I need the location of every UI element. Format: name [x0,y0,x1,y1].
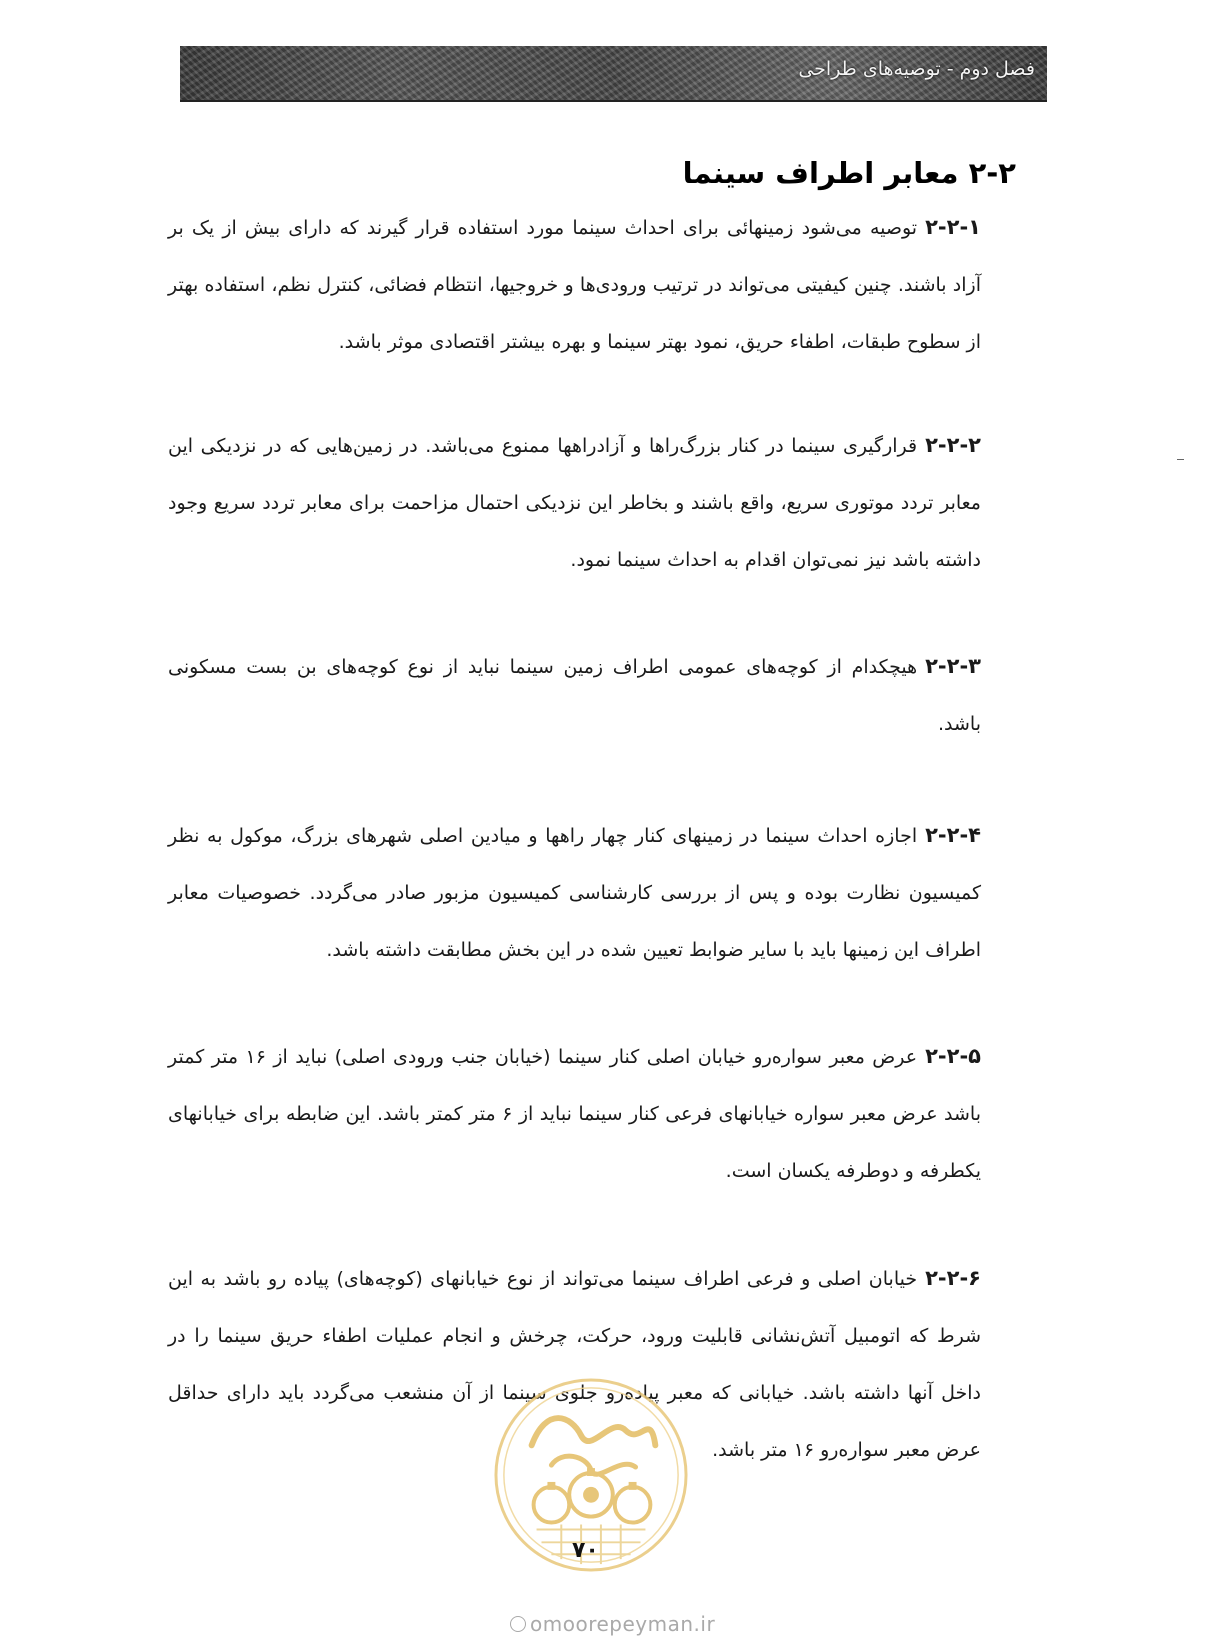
chapter-title: فصل دوم - توصیه‌های طراحی [798,58,1035,80]
chapter-header-band [180,46,1047,102]
paragraph-text: عرض معبر سواره‌رو خیابان اصلی کنار سینما (خیابان جنب ورودی اصلی) نباید از ۱۶ متر کمتر باشد عرض معبر سواره خیابانهای فرعی کنار سینما نباید از ۶ متر کمتر باشد. این ضابطه برای خیابانهای یکطرفه و دوطرفه یکسان است. [168,1046,981,1182]
paragraph-text: اجازه احداث سینما در زمینهای کنار چهار راهها و میادین اصلی شهرهای بزرگ، موکول به نظر کمیسیون نظارت بوده و پس از بررسی کارشناسی کمیسیون مزبور صادر می‌گردد. خصوصیات معابر اطراف این زمینها باید با سایر ضوابط تعیین شده در این بخش مطابقت داشته باشد. [168,825,981,961]
paragraph-number: ۲-۲-۶ [925,1266,981,1290]
watermark-url-text: omoorepeyman.ir [530,1612,716,1636]
watermark-url [510,1612,715,1636]
page-number: ۷۰ [572,1538,599,1563]
margin-mark [1177,459,1184,460]
paragraph-2-2-5 [168,1028,981,1200]
paragraph-number: ۲-۲-۱ [925,215,981,239]
paragraph-text: خیابان اصلی و فرعی اطراف سینما می‌تواند از نوع خیابانهای (کوچه‌های) پیاده رو باشد به این شرط که اتومبیل آتش‌نشانی قابلیت ورود، حرکت، چرخش و انجام عملیات اطفاء حریق سینما را در داخل آنها داشته باشد. خیابانی که معبر پیاده‌رو جلوی سینما از آن منشعب می‌گردد باید دارای حداقل عرض معبر سواره‌رو ۱۶ متر باشد. [168,1268,981,1461]
paragraph-number: ۲-۲-۲ [925,433,981,457]
globe-icon [510,1616,526,1632]
paragraph-2-2-3 [168,638,981,753]
paragraph-2-2-4 [168,807,981,979]
section-heading: ۲-۲ معابر اطراف سینما [682,156,1016,190]
paragraph-number: ۲-۲-۵ [925,1044,981,1068]
paragraph-text: هیچکدام از کوچه‌های عمومی اطراف زمین سینما نباید از نوع کوچه‌های بن بست مسکونی باشد. [168,656,981,735]
paragraph-number: ۲-۲-۴ [925,823,981,847]
paragraph-number: ۲-۲-۳ [925,654,981,678]
paragraph-2-2-2 [168,417,981,589]
paragraph-2-2-1 [168,199,981,371]
paragraph-text: قرارگیری سینما در کنار بزرگ‌راها و آزادراهها ممنوع می‌باشد. در زمین‌هایی که در نزدیکی این معابر تردد موتوری سریع، واقع باشند و بخاطر این نزدیکی احتمال مزاحمت برای معابر تردد سریع وجود داشته باشد نیز نمی‌توان اقدام به احداث سینما نمود. [168,435,981,571]
paragraph-text: توصیه می‌شود زمینهائی برای احداث سینما مورد استفاده قرار گیرند که دارای بیش از یک بر آزاد باشند. چنین کیفیتی می‌تواند در ترتیب ورودی‌ها و خروجیها، انتظام فضائی، کنترل نظم، استفاده بهتر از سطوح طبقات، اطفاء حریق، نمود بهتر سینما و بهره بیشتر اقتصادی موثر باشد. [168,217,981,353]
